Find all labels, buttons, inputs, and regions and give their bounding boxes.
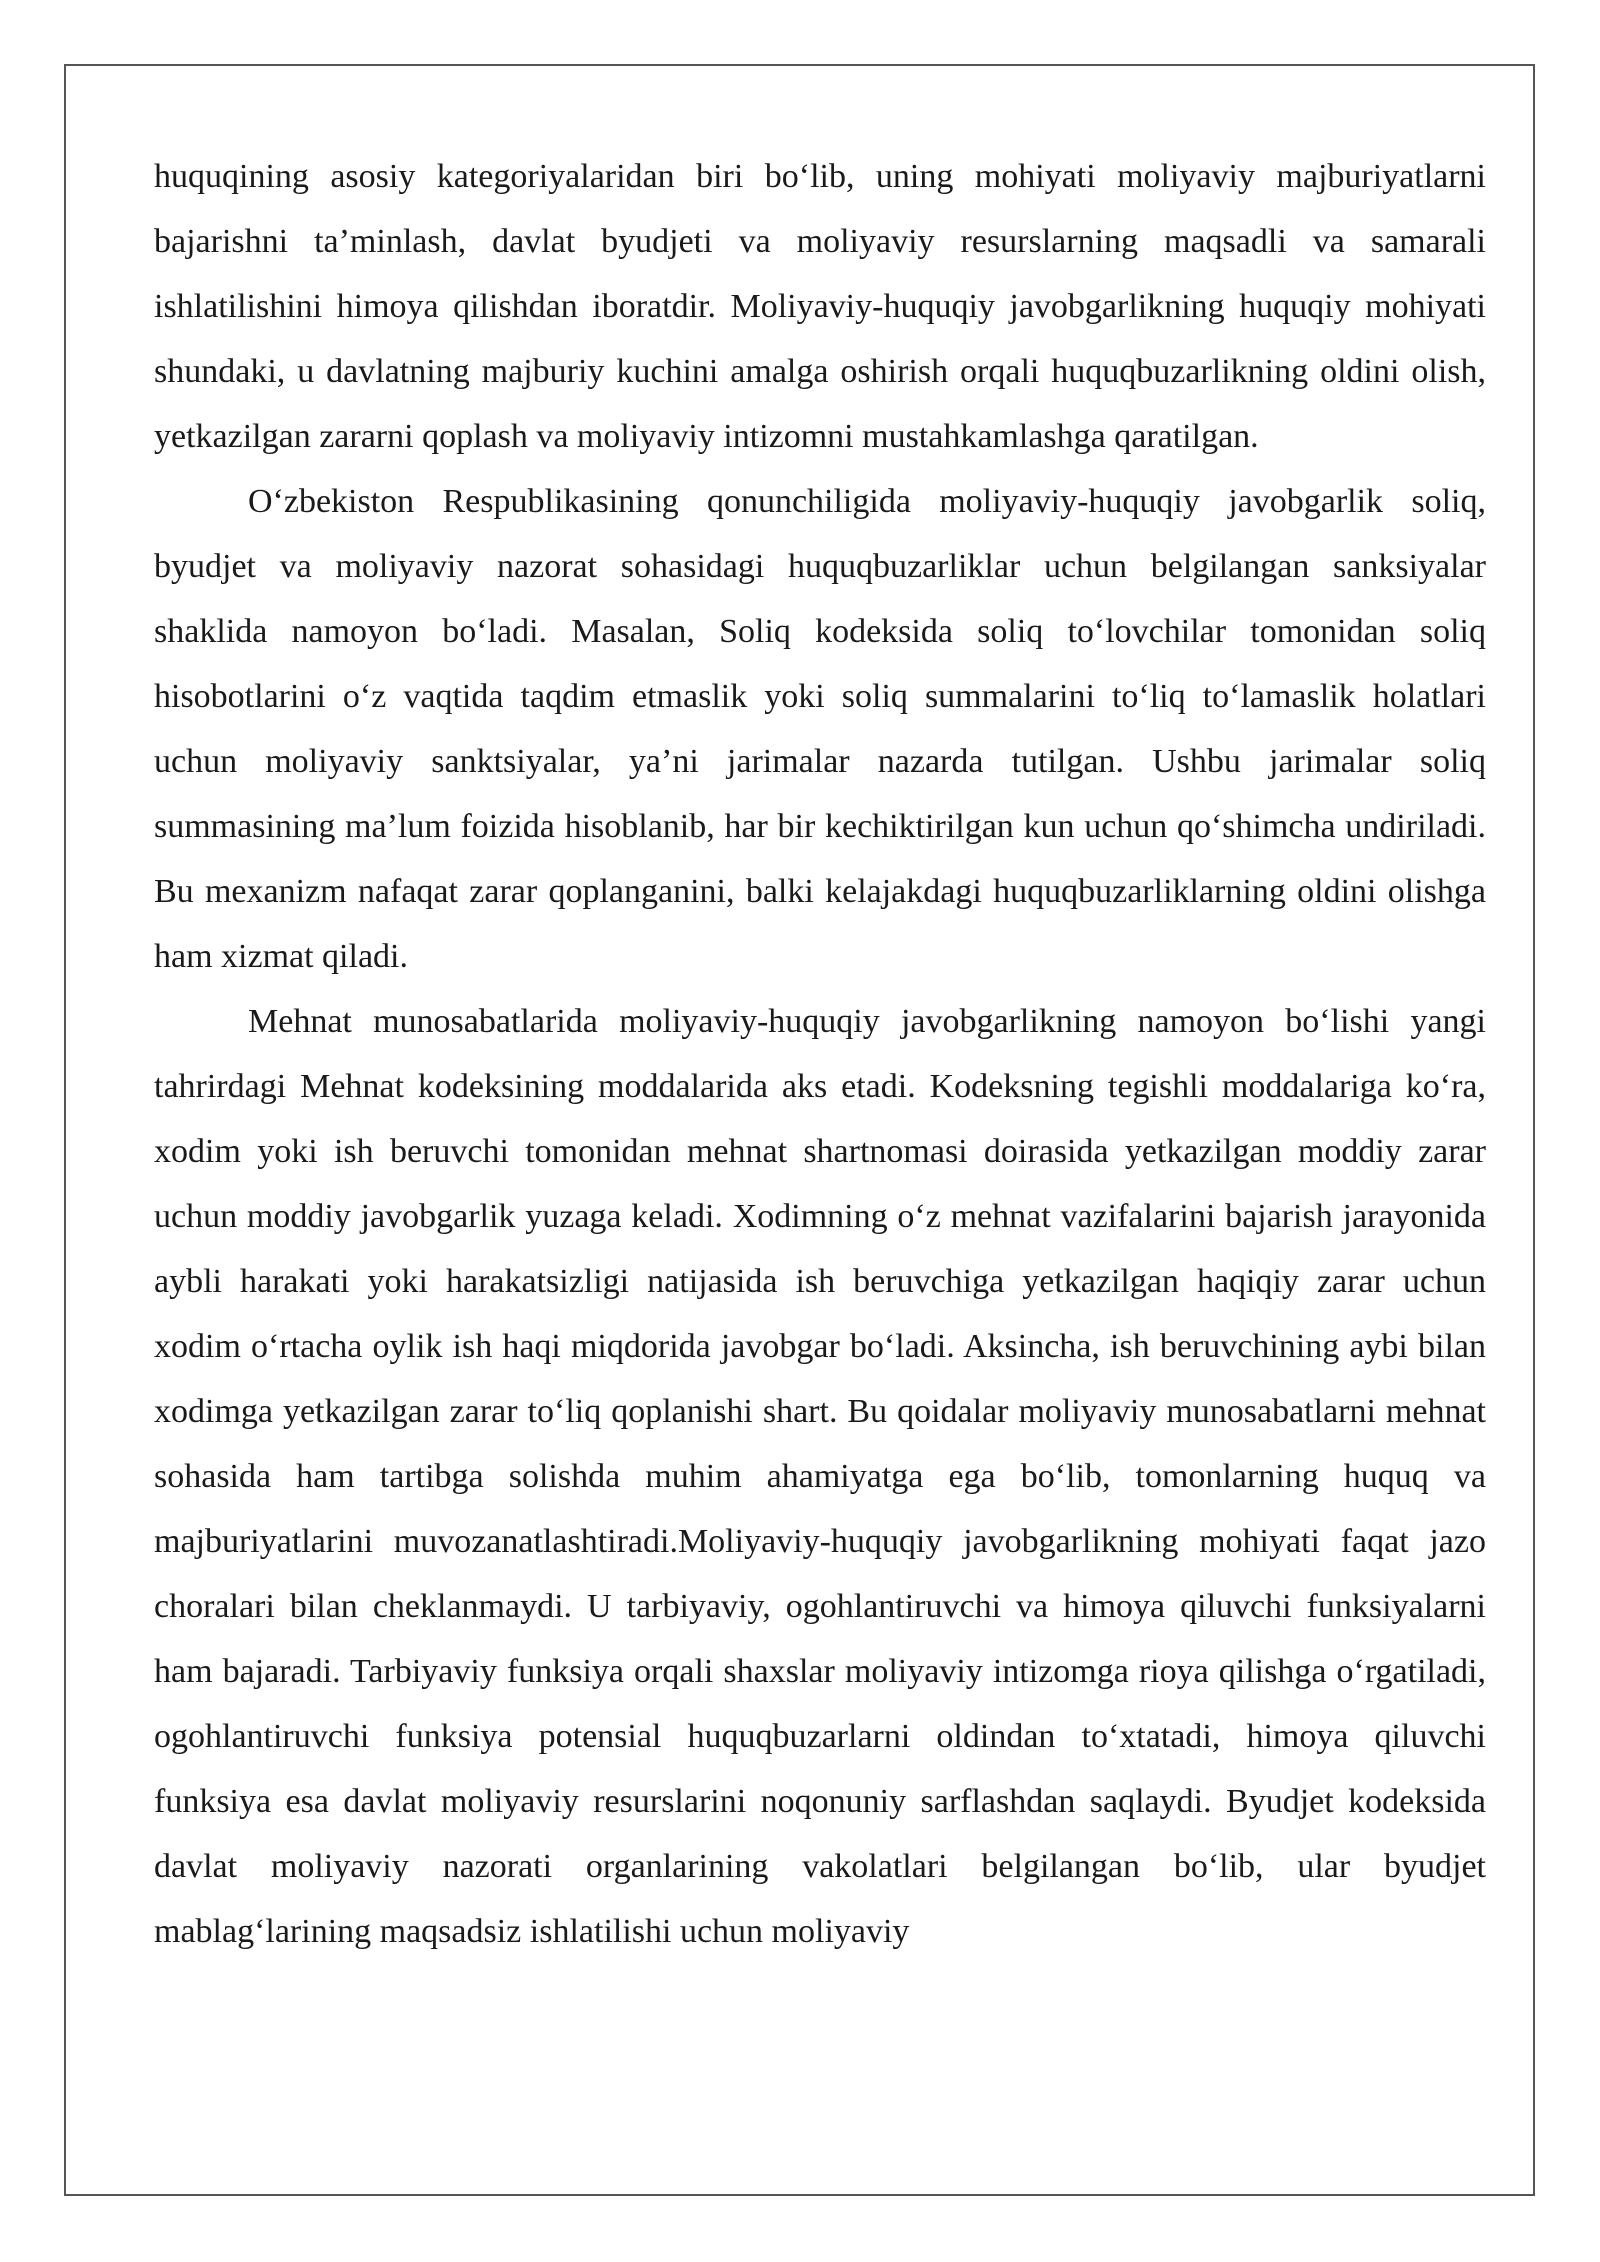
- paragraph-2: O‘zbekiston Respublikasining qonunchiligida moliyaviy-huquqiy javobgarlik soliq, byudjet va moliyaviy nazorat sohasidagi huquqbuzarliklar uchun belgilangan sanksiyalar shaklida namoyon bo‘ladi. Masalan, Soliq kodeksida soliq to‘lovchilar tomonidan soliq hisobotlarini o‘z vaqtida taqdim etmaslik yoki soliq summalarini to‘liq to‘lamaslik holatlari uchun moliyaviy sanktsiyalar, ya’ni jarimalar nazarda tutilgan. Ushbu jarimalar soliq summasining ma’lum foizida hisoblanib, har bir kechiktirilgan kun uchun qo‘shimcha undiriladi. Bu mexanizm nafaqat zarar qoplanganini, balki kelajakdagi huquqbuzarliklarning oldini olishga ham xizmat qiladi.: [154, 483, 1486, 975]
- paragraph-3: Mehnat munosabatlarida moliyaviy-huquqiy javobgarlikning namoyon bo‘lishi yangi tahrirdagi Mehnat kodeksining moddalarida aks etadi. Kodeksning tegishli moddalariga ko‘ra, xodim yoki ish beruvchi tomonidan mehnat shartnomasi doirasida yetkazilgan moddiy zarar uchun moddiy javobgarlik yuzaga keladi. Xodimning o‘z mehnat vazifalarini bajarish jarayonida aybli harakati yoki harakatsizligi natijasida ish beruvchiga yetkazilgan haqiqiy zarar uchun xodim o‘rtacha oylik ish haqi miqdorida javobgar bo‘ladi. Aksincha, ish beruvchining aybi bilan xodimga yetkazilgan zarar to‘liq qoplanishi shart. Bu qoidalar moliyaviy munosabatlarni mehnat sohasida ham tartibga solishda muhim ahamiyatga ega bo‘lib, tomonlarning huquq va majburiyatlarini muvozanatlashtiradi.Moliyaviy-huquqiy javobgarlikning mohiyati faqat jazo choralari bilan cheklanmaydi. U tarbiyaviy, ogohlantiruvchi va himoya qiluvchi funksiyalarni ham bajaradi. Tarbiyaviy funksiya orqali shaxslar moliyaviy intizomga rioya qilishga o‘rgatiladi, ogohlantiruvchi funksiya potensial huquqbuzarlarni oldindan to‘xtatadi, himoya qiluvchi funksiya esa davlat moliyaviy resurslarini noqonuniy sarflashdan saqlaydi. Byudjet kodeksida davlat moliyaviy nazorati organlarining vakolatlari belgilangan bo‘lib, ular byudjet mablag‘larining maqsadsiz ishlatilishi uchun moliyaviy: [154, 1003, 1486, 1950]
- paragraph-1: huquqining asosiy kategoriyalaridan biri bo‘lib, uning mohiyati moliyaviy majburiyatlarni bajarishni ta’minlash, davlat byudjeti va moliyaviy resurslarning maqsadli va samarali ishlatilishini himoya qilishdan iboratdir. Moliyaviy-huquqiy javobgarlikning huquqiy mohiyati shundaki, u davlatning majburiy kuchini amalga oshirish orqali huquqbuzarlikning oldini olish, yetkazilgan zararni qoplash va moliyaviy intizomni mustahkamlashga qaratilgan.: [154, 158, 1486, 455]
- document-body: [154, 144, 1486, 1964]
